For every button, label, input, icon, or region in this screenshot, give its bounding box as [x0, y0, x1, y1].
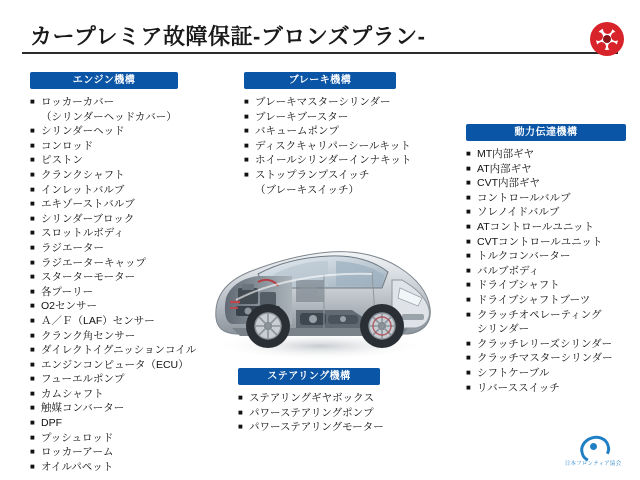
- section-steering-header: ステアリング機構: [238, 368, 380, 385]
- list-item: ■ バルブボディ: [466, 264, 634, 279]
- red-flower-logo-icon: [590, 22, 624, 56]
- section-drivetrain-header: 動力伝達機構: [466, 124, 626, 141]
- list-item: ■ CVT内部ギヤ: [466, 176, 634, 191]
- list-item: ■ ストップランプスイッチ: [244, 168, 404, 183]
- list-item: ■ クランク角センサー: [30, 329, 185, 344]
- list-item: ■ フューエルポンプ: [30, 372, 185, 387]
- list-item: ■ コントロールバルブ: [466, 191, 634, 206]
- list-item: ■ ATコントロールユニット: [466, 220, 634, 235]
- list-item: ■ ピストン: [30, 153, 185, 168]
- list-item: ■ DPF: [30, 416, 185, 431]
- list-item: ■ AT内部ギヤ: [466, 162, 634, 177]
- list-item: ■ スターターモーター: [30, 270, 185, 285]
- list-item: ■ CVTコントロールユニット: [466, 235, 634, 250]
- association-logo-caption: 日本フロンティア協会: [564, 461, 622, 467]
- list-item: ■ ソレノイドバルブ: [466, 205, 634, 220]
- list-item: ■ リバーススイッチ: [466, 381, 634, 396]
- section-brake-list: [244, 95, 412, 197]
- list-item: ■ パワーステアリングモーター: [238, 420, 388, 435]
- document-header: [22, 20, 618, 54]
- list-item: ■ ホイールシリンダーインナキット: [244, 153, 404, 168]
- list-item: ■ ディスクキャリパーシールキット: [244, 139, 404, 154]
- page-title: カープレミア故障保証-ブロンズプラン-: [30, 24, 426, 49]
- association-logo: [560, 434, 626, 470]
- section-drivetrain-list: [466, 147, 634, 395]
- list-item: ■ シリンダーヘッド: [30, 124, 185, 139]
- list-item: ■ トルクコンバーター: [466, 249, 634, 264]
- list-item: ■ クラッチマスターシリンダー: [466, 351, 634, 366]
- section-drivetrain: [466, 124, 634, 395]
- list-item: ■ シフトケーブル: [466, 366, 634, 381]
- list-item: ■ オイルパペット: [30, 460, 185, 475]
- list-item: ■ コンロッド: [30, 139, 185, 154]
- list-item: ■ パワーステアリングポンプ: [238, 406, 388, 421]
- list-item: ■ ラジエーター: [30, 241, 185, 256]
- section-steering-list: [238, 391, 388, 435]
- list-item: ■ インレットバルブ: [30, 183, 185, 198]
- list-item: ■ Ａ／Ｆ（LAF）センサー: [30, 314, 185, 329]
- list-item: ■ クラッチオペレーティング: [466, 308, 634, 323]
- section-steering: [238, 368, 388, 435]
- list-item: ■ ロッカーアーム: [30, 445, 185, 460]
- list-item: ■ ロッカーカバー: [30, 95, 185, 110]
- list-item: ■ エンジンコンピュータ（ECU）: [30, 358, 185, 373]
- section-engine-list: [30, 95, 197, 474]
- list-item: ■ ドライブシャフト: [466, 278, 634, 293]
- list-item: ■ O2センサー: [30, 299, 185, 314]
- swoosh-icon: [578, 434, 608, 458]
- list-item: ■ ドライブシャフトブーツ: [466, 293, 634, 308]
- list-item: ■ 触媒コンバーター: [30, 401, 185, 416]
- car-illustration: [196, 214, 444, 374]
- list-item: ■ ステアリングギヤボックス: [238, 391, 388, 406]
- list-item: ■ クラッチレリーズシリンダー: [466, 337, 634, 352]
- list-item: ■ バキュームポンプ: [244, 124, 404, 139]
- list-item: （シリンダーヘッドカバー）: [41, 110, 177, 123]
- list-item: ■ ラジエーターキャップ: [30, 256, 185, 271]
- list-item: ■ ダイレクトイグニッションコイル: [30, 343, 185, 358]
- list-item: ■ ブレーキブースター: [244, 110, 404, 125]
- list-item: ■ MT内部ギヤ: [466, 147, 634, 162]
- section-engine-header: エンジン機構: [30, 72, 178, 89]
- list-item: シリンダー: [477, 323, 530, 336]
- list-item: ■ カムシャフト: [30, 387, 185, 402]
- list-item: ■ プッシュロッド: [30, 431, 185, 446]
- list-item: ■ スロットルボディ: [30, 226, 185, 241]
- list-item: ■ クランクシャフト: [30, 168, 185, 183]
- section-brake: [244, 72, 412, 197]
- list-item: ■ ブレーキマスターシリンダー: [244, 95, 404, 110]
- list-item: ■ エキゾーストバルブ: [30, 197, 185, 212]
- section-engine: [30, 72, 197, 474]
- list-item: （ブレーキスイッチ）: [255, 183, 359, 196]
- list-item: ■ 各プーリー: [30, 285, 185, 300]
- section-brake-header: ブレーキ機構: [244, 72, 396, 89]
- list-item: ■ シリンダーブロック: [30, 212, 185, 227]
- header-divider: [22, 52, 618, 54]
